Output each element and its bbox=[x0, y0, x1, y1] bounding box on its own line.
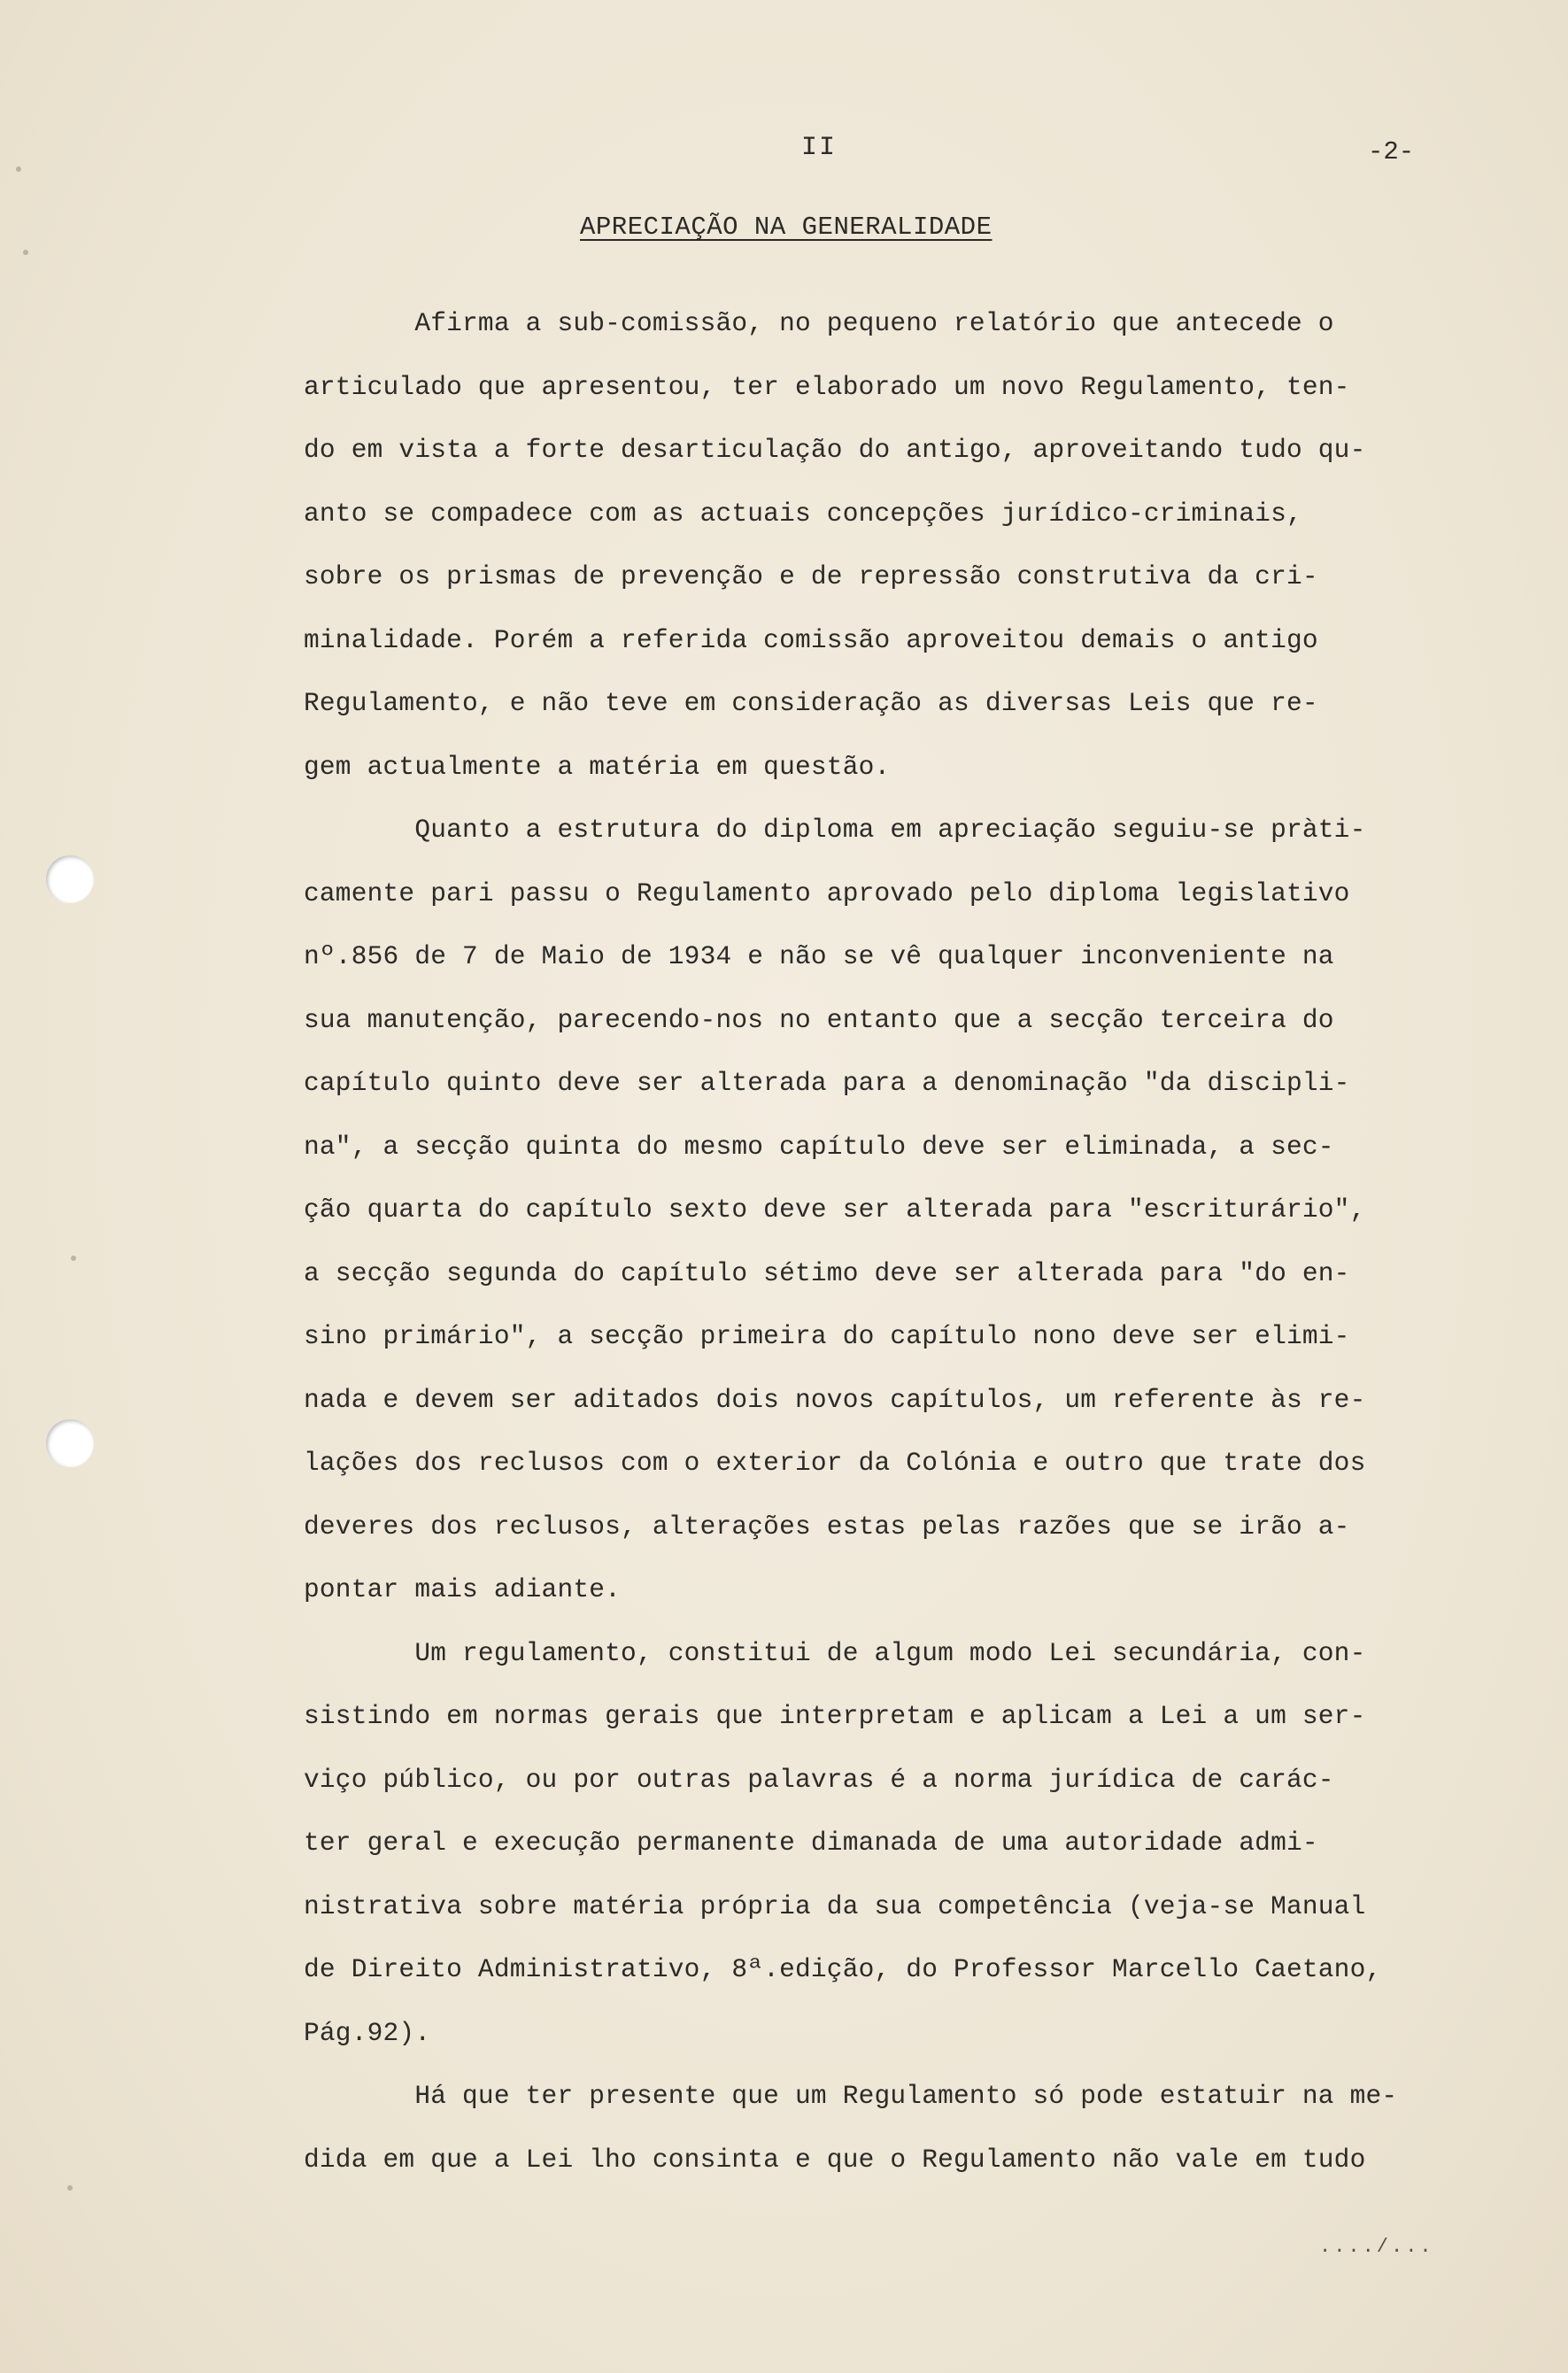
text-line: a secção segunda do capítulo sétimo deve ser alterada para "do en- bbox=[304, 1257, 1350, 1288]
continuation-mark: ..../... bbox=[1319, 2236, 1434, 2258]
text-line: pontar mais adiante. bbox=[304, 1574, 622, 1604]
text-line: nistrativa sobre matéria própria da sua competência (veja-se Manual bbox=[304, 1890, 1366, 1921]
text-line: Afirma a sub-comissão, no pequeno relatório que antecede o bbox=[304, 308, 1334, 338]
paper-speck bbox=[67, 2185, 73, 2191]
punch-hole bbox=[46, 855, 94, 903]
text-line: nº.856 de 7 de Maio de 1934 e não se vê qualquer inconveniente na bbox=[304, 941, 1334, 971]
text-line: ter geral e execução permanente dimanada de uma autoridade admi- bbox=[304, 1828, 1318, 1858]
section-title: APRECIAÇÃO NA GENERALIDADE bbox=[580, 213, 993, 242]
paper-speck bbox=[23, 250, 28, 255]
text-line: sua manutenção, parecendo-nos no entanto que a secção terceira do bbox=[304, 1004, 1334, 1035]
text-line: capítulo quinto deve ser alterada para a denominação "da discipli- bbox=[304, 1068, 1350, 1098]
punch-hole bbox=[46, 1419, 94, 1467]
text-line: gem actualmente a matéria em questão. bbox=[304, 751, 891, 782]
page-number: -2- bbox=[1368, 137, 1415, 166]
paper-speck bbox=[16, 166, 21, 172]
text-line: Regulamento, e não teve em consideração as diversas Leis que re- bbox=[304, 688, 1318, 718]
text-line: dida em que a Lei lho consinta e que o Regulamento não vale em tudo bbox=[304, 2144, 1366, 2175]
text-line: de Direito Administrativo, 8ª.edição, do Professor Marcello Caetano, bbox=[304, 1954, 1382, 1984]
text-line: anto se compadece com as actuais concepções jurídico-criminais, bbox=[304, 498, 1302, 529]
text-line: deveres dos reclusos, alterações estas pelas razões que se irão a- bbox=[304, 1511, 1350, 1542]
text-line: Pág.92). bbox=[304, 2017, 431, 2048]
text-line: sistindo em normas gerais que interpretam e aplicam a Lei a um ser- bbox=[304, 1701, 1366, 1731]
text-line: lações dos reclusos com o exterior da Colónia e outro que trate dos bbox=[304, 1448, 1366, 1478]
text-line: Um regulamento, constitui de algum modo Lei secundária, con- bbox=[304, 1637, 1366, 1668]
document-body bbox=[304, 305, 1477, 2205]
text-line: sobre os prismas de prevenção e de repressão construtiva da cri- bbox=[304, 561, 1318, 591]
text-line: viço público, ou por outras palavras é a norma jurídica de carác- bbox=[304, 1764, 1334, 1795]
text-line: camente pari passu o Regulamento aprovado pelo diploma legislativo bbox=[304, 877, 1350, 908]
text-line: Quanto a estrutura do diploma em apreciação seguiu-se pràti- bbox=[304, 815, 1366, 845]
paper-speck bbox=[71, 1256, 76, 1261]
text-line: Há que ter presente que um Regulamento só pode estatuir na me- bbox=[304, 2081, 1398, 2111]
text-line: do em vista a forte desarticulação do antigo, aproveitando tudo qu- bbox=[304, 435, 1366, 465]
text-line: articulado que apresentou, ter elaborado um novo Regulamento, ten- bbox=[304, 371, 1350, 402]
text-line: sino primário", a secção primeira do capítulo nono deve ser elimi- bbox=[304, 1321, 1350, 1351]
text-line: nada e devem ser aditados dois novos capítulos, um referente às re- bbox=[304, 1384, 1366, 1415]
text-line: minalidade. Porém a referida comissão aproveitou demais o antigo bbox=[304, 624, 1318, 655]
chapter-number: II bbox=[801, 133, 838, 163]
text-line: na", a secção quinta do mesmo capítulo deve ser eliminada, a sec- bbox=[304, 1131, 1334, 1162]
text-line: ção quarta do capítulo sexto deve ser alterada para "escriturário", bbox=[304, 1194, 1366, 1225]
